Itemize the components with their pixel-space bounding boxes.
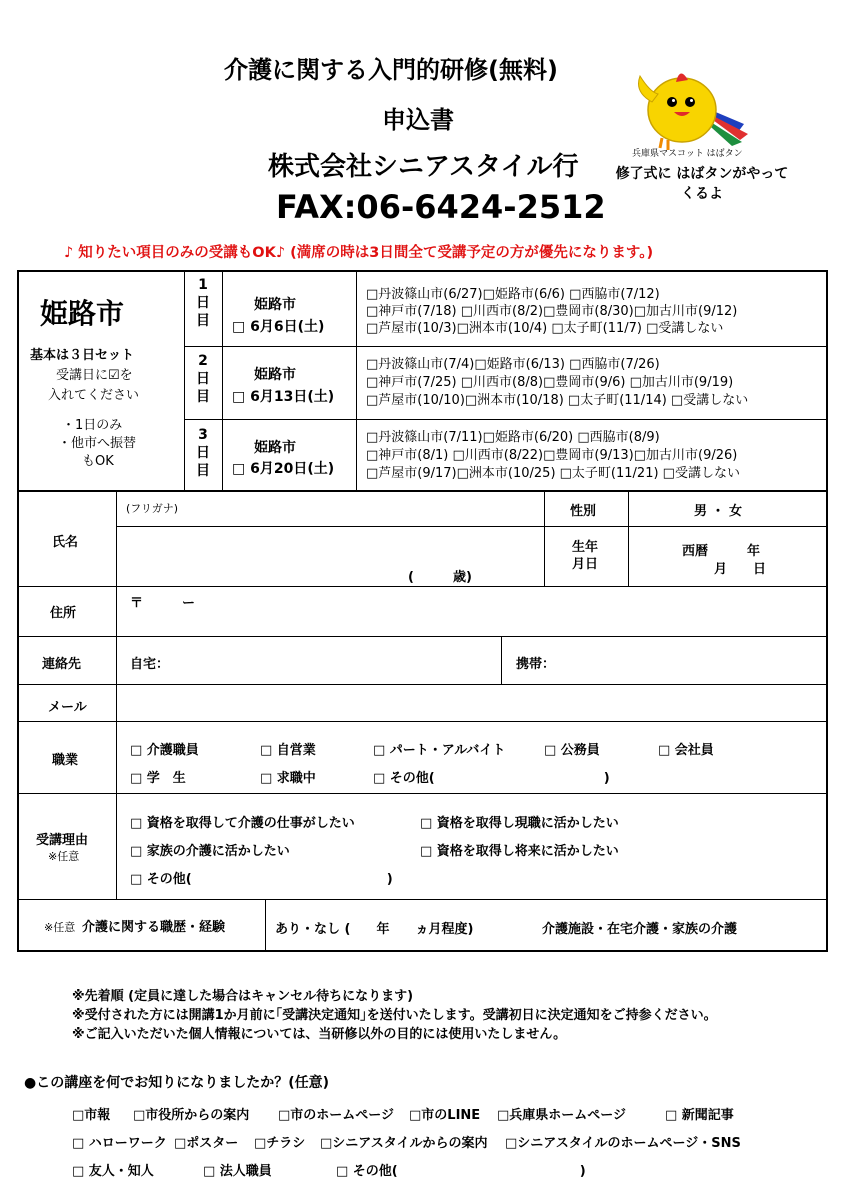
reason-label: 受講理由 — [36, 833, 89, 848]
how-heard-option-other[interactable]: □ その他( ) — [336, 1164, 586, 1179]
furigana-field[interactable]: (フリガナ) — [126, 502, 179, 515]
priority-notice: ♪ 知りたい項目のみの受講もOK♪ (満席の時は3日間全て受講予定の方が優先になります。) — [64, 245, 654, 261]
how-heard-option[interactable]: □ 友人・知人 — [72, 1164, 154, 1179]
day-1-options-row[interactable]: □神戸市(7/18) □川西市(8/2)□豊岡市(8/30)□加古川市(9/12) — [366, 304, 738, 319]
how-heard-option[interactable]: □ ハローワーク — [72, 1136, 167, 1151]
how-heard-title: ●この講座を何でお知りになりましたか？(任意) — [24, 1075, 330, 1091]
check-instruction: 受講日に☑を — [56, 368, 133, 383]
how-heard-option[interactable]: □市のホームページ — [278, 1108, 395, 1123]
reason-option[interactable]: □ 家族の介護に活かしたい — [130, 844, 290, 859]
birth-date-field[interactable]: 月 日 — [714, 562, 767, 577]
how-heard-option[interactable]: □ 新聞記事 — [665, 1108, 734, 1123]
home-phone-field[interactable]: 自宅： — [130, 657, 170, 672]
email-label: メール — [48, 700, 87, 715]
how-heard-option[interactable]: □ 法人職員 — [203, 1164, 272, 1179]
age-field[interactable]: ( 歳) — [408, 570, 472, 585]
gender-choice[interactable]: 男 ・ 女 — [694, 504, 743, 519]
day-3-options-row[interactable]: □丹波篠山市(7/11)□姫路市(6/20) □西脇市(8/9) — [366, 430, 660, 445]
job-option[interactable]: □ 介護職員 — [130, 743, 199, 758]
ok-note: もOK — [82, 454, 114, 469]
day-2-label: 2 日 目 — [196, 353, 210, 405]
mascot-message: 修了式に はばタンがやってくるよ — [615, 166, 789, 202]
how-heard-option[interactable]: □シニアスタイルからの案内 — [320, 1136, 488, 1151]
day-3-options-row[interactable]: □芦屋市(9/17)□洲本市(10/25) □太子町(11/21) □受講しない — [366, 466, 740, 481]
single-day-note: ・1日のみ — [62, 418, 123, 433]
mobile-phone-field[interactable]: 携帯： — [516, 657, 556, 672]
postal-field[interactable]: 〒 ー — [130, 596, 196, 611]
day-1-options-row[interactable]: □芦屋市(10/3)□洲本市(10/4) □太子町(11/7) □受講しない — [366, 321, 724, 336]
reason-optional-note: ※任意 — [48, 850, 80, 863]
check-instruction-2: 入れてください — [48, 388, 140, 403]
reason-option[interactable]: □ 資格を取得して介護の仕事がしたい — [130, 816, 355, 831]
experience-label: 介護に関する職歴・経験 — [82, 920, 226, 935]
name-label: 氏名 — [52, 535, 79, 550]
form-title: 介護に関する入門的研修(無料) — [224, 56, 558, 84]
experience-optional-note: ※任意 — [44, 921, 76, 934]
city-name: 姫路市 — [40, 297, 125, 330]
birth-label: 生年 — [572, 540, 599, 555]
how-heard-option[interactable]: □兵庫県ホームページ — [497, 1108, 627, 1123]
how-heard-option[interactable]: □市のLINE — [409, 1108, 481, 1123]
how-heard-option[interactable]: □チラシ — [254, 1136, 306, 1151]
transfer-note: ・他市へ振替 — [58, 436, 137, 451]
day-1-venue: 姫路市 — [254, 297, 296, 313]
job-label: 職業 — [52, 753, 79, 768]
experience-types[interactable]: 介護施設・在宅介護・家族の介護 — [542, 922, 738, 937]
day-3-date-checkbox[interactable]: □ 6月20日(土) — [232, 461, 335, 477]
mascot-caption: 兵庫県マスコット はばタン — [632, 149, 743, 159]
how-heard-option[interactable]: □市役所からの案内 — [133, 1108, 250, 1123]
day-2-options-row[interactable]: □丹波篠山市(7/4)□姫路市(6/13) □西脇市(7/26) — [366, 357, 660, 372]
footer-note: ※先着順 (定員に達した場合はキャンセル待ちになります) — [72, 989, 414, 1004]
day-2-options-row[interactable]: □神戸市(7/25) □川西市(8/8)□豊岡市(9/6) □加古川市(9/19) — [366, 375, 734, 390]
how-heard-option[interactable]: □シニアスタイルのホームページ・SNS — [505, 1136, 741, 1151]
gender-label: 性別 — [570, 504, 597, 519]
basic-set-note: 基本は３日セット — [30, 348, 135, 363]
job-option[interactable]: □ パート・アルバイト — [373, 743, 506, 758]
fax-number: FAX:06-6424-2512 — [276, 188, 606, 226]
day-2-date-checkbox[interactable]: □ 6月13日(土) — [232, 389, 335, 405]
reason-option[interactable]: □ 資格を取得し将来に活かしたい — [420, 844, 619, 859]
day-1-label: 1 日 目 — [196, 277, 210, 329]
reason-option-other[interactable]: □ その他( ) — [130, 872, 393, 887]
birth-label-2: 月日 — [572, 557, 599, 572]
day-3-options-row[interactable]: □神戸市(8/1) □川西市(8/22)□豊岡市(9/13)□加古川市(9/26) — [366, 448, 738, 463]
job-option-other[interactable]: □ その他( ) — [373, 771, 610, 786]
experience-field[interactable]: あり・なし ( 年 ヵ月程度) — [275, 922, 474, 937]
reason-option[interactable]: □ 資格を取得し現職に活かしたい — [420, 816, 619, 831]
job-option[interactable]: □ 自営業 — [260, 743, 316, 758]
footer-note: ※ご記入いただいた個人情報については、当研修以外の目的には使用いたしません。 — [72, 1027, 567, 1042]
address-label: 住所 — [50, 606, 77, 621]
day-1-date-checkbox[interactable]: □ 6月6日(土) — [232, 319, 325, 335]
birth-year-field[interactable]: 西暦 年 — [682, 544, 761, 559]
job-option[interactable]: □ 学 生 — [130, 771, 186, 786]
day-3-label: 3 日 目 — [196, 427, 210, 479]
day-2-venue: 姫路市 — [254, 367, 296, 383]
day-2-options-row[interactable]: □芦屋市(10/10)□洲本市(10/18) □太子町(11/14) □受講しない — [366, 393, 749, 408]
job-option[interactable]: □ 公務員 — [544, 743, 600, 758]
job-option[interactable]: □ 会社員 — [658, 743, 714, 758]
day-3-venue: 姫路市 — [254, 440, 296, 456]
how-heard-option[interactable]: □ポスター — [174, 1136, 239, 1151]
day-1-options-row[interactable]: □丹波篠山市(6/27)□姫路市(6/6) □西脇市(7/12) — [366, 287, 660, 302]
form-subtitle: 申込書 — [382, 106, 454, 134]
job-option[interactable]: □ 求職中 — [260, 771, 316, 786]
company-name: 株式会社シニアスタイル行 — [268, 152, 579, 182]
footer-note: ※受付された方には開講1か月前に｢受講決定通知｣を送付いたします。受講初日に決定通知をご持参ください。 — [72, 1008, 717, 1023]
email-field[interactable] — [118, 688, 826, 718]
how-heard-option[interactable]: □市報 — [72, 1108, 111, 1123]
habatan-mascot-icon — [632, 62, 752, 152]
contact-label: 連絡先 — [42, 657, 82, 672]
